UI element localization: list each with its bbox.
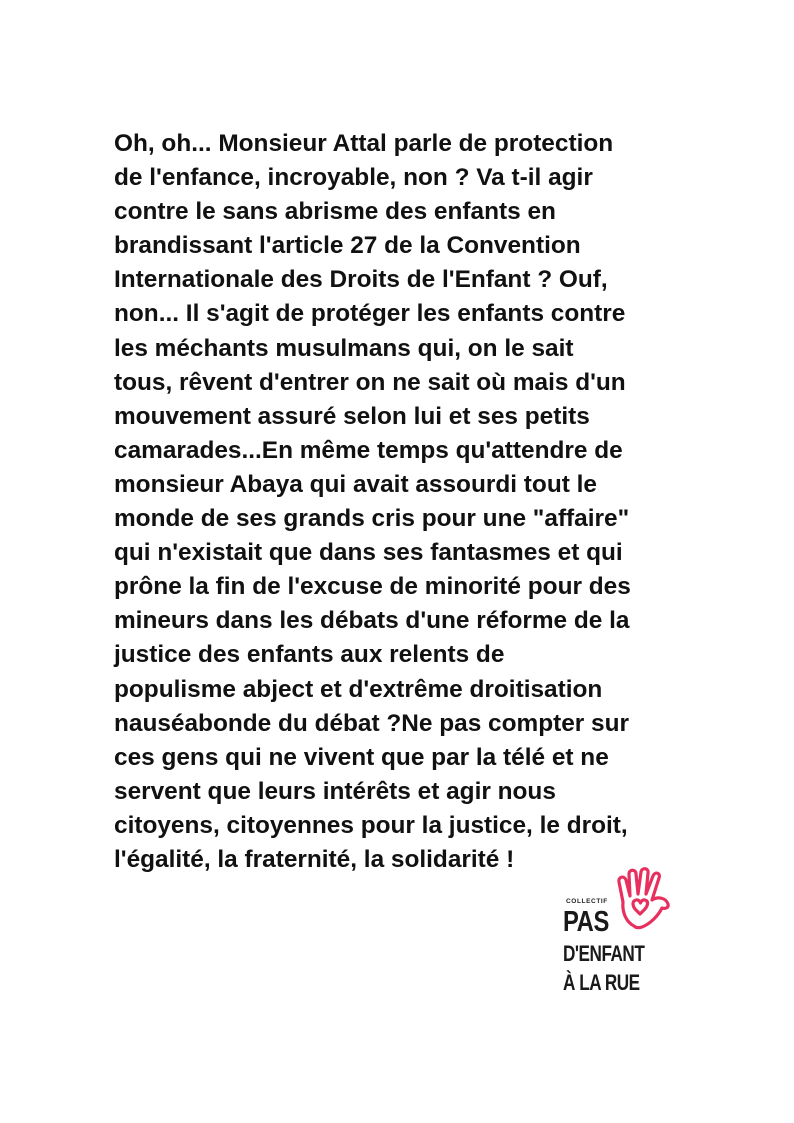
body-paragraph: Oh, oh... Monsieur Attal parle de protection de l'enfance, incroyable, non ? Va t-il agir contre le sans abrisme des enfants en brandissant l'article 27 de la Convention Internationale des Droits de l'Enfant ? Ouf, non... Il s'agit de protéger les enfants contre les méchants musulmans qui, on le sait tous, rêvent d'entrer on ne sait où mais d'un mouvement assuré selon lui et ses petits camarades...En même temps qu'attendre de monsieur Abaya qui avait assourdi tout le monde de ses grands cris pour une "affaire" qui n'existait que dans ses fantasmes et qui prône la fin de l'excuse de minorité pour des mineurs dans les débats d'une réforme de la justice des enfants aux relents de populisme abject et d'extrême droitisation nauséabonde du débat ?Ne pas compter sur ces gens qui ne vivent que par la télé et ne servent que leurs intérêts et agir nous citoyens, citoyennes pour la justice, le droit, l'égalité, la fraternité, la solidarité ! (114, 130, 631, 873)
logo-text-pas: PAS (563, 906, 609, 938)
logo-text-denfant: D'ENFANT (563, 941, 645, 966)
collectif-logo (560, 866, 696, 998)
logo-collectif-label: COLLECTIF (566, 898, 608, 905)
logo-text-a-la-rue: À LA RUE (563, 970, 640, 995)
hand-heart-icon (614, 866, 690, 932)
